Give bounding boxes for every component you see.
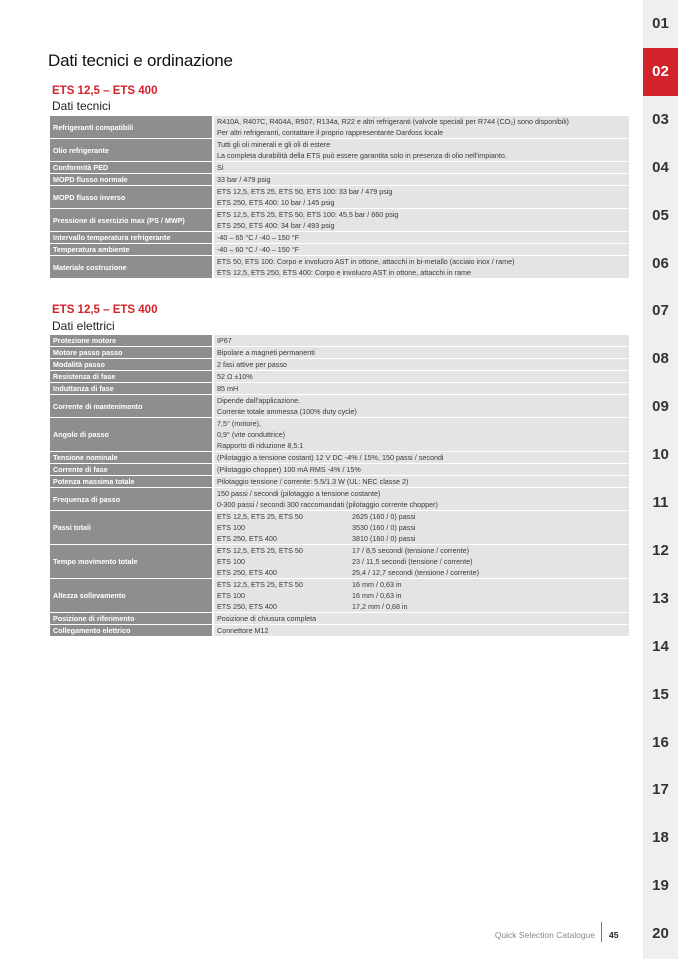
model-value: 16 mm / 0,63 in — [352, 591, 402, 600]
model-value: 17,2 mm / 0,68 in — [352, 602, 408, 611]
model-name: ETS 100 — [217, 591, 245, 600]
chapter-tab-04[interactable]: 04 — [652, 158, 669, 176]
chapter-tab-18[interactable]: 18 — [652, 829, 669, 847]
row-value — [214, 116, 629, 138]
chapter-tab-06[interactable]: 06 — [652, 254, 669, 272]
value-pair — [217, 590, 626, 601]
value-pair — [217, 601, 626, 612]
row-label: Corrente di fase — [50, 464, 214, 475]
row-label: Motore passo passo — [50, 347, 214, 358]
value-line: Posizione di chiusura completa — [217, 614, 317, 623]
section1-subtitle: Dati tecnici — [52, 99, 111, 113]
row-label: Intervallo temperatura refrigerante — [50, 232, 214, 243]
table-row — [50, 579, 629, 612]
row-value — [214, 209, 629, 231]
value-line: -40 – 65 °C / -40 – 150 °F — [217, 233, 300, 242]
row-value — [214, 476, 629, 487]
table-row — [50, 545, 629, 578]
table-row — [50, 116, 629, 138]
chapter-tab-10[interactable]: 10 — [652, 446, 669, 464]
row-value — [214, 395, 629, 417]
table-row — [50, 418, 629, 451]
value-line: Rapporto di riduzione 8,5:1 — [217, 441, 304, 450]
row-value — [214, 625, 629, 636]
value-pair — [217, 545, 626, 556]
footer-label: Quick Selection Catalogue — [494, 930, 595, 940]
value-line: Pilotaggio tensione / corrente: 5.5/1.3 W (UL: NEC classe 2) — [217, 477, 409, 486]
chapter-tab-13[interactable]: 13 — [652, 589, 669, 607]
row-label: Materiale costruzione — [50, 256, 214, 278]
section2-model: ETS 12,5 – ETS 400 — [52, 304, 158, 316]
table-row — [50, 335, 629, 346]
table-row — [50, 232, 629, 243]
model-name: ETS 100 — [217, 557, 245, 566]
row-value — [214, 488, 629, 510]
electrical-data-table — [50, 334, 629, 637]
chapter-tab-19[interactable]: 19 — [652, 877, 669, 895]
table-row — [50, 371, 629, 382]
row-value — [214, 511, 629, 544]
row-value — [214, 579, 629, 612]
row-label: Tensione nominale — [50, 452, 214, 463]
row-value — [214, 383, 629, 394]
row-label: Angolo di passo — [50, 418, 214, 451]
chapter-tab-01[interactable]: 01 — [652, 15, 669, 32]
value-pair — [217, 556, 626, 567]
value-line: ETS 12,5, ETS 25, ETS 50, ETS 100: 45,5 bar / 660 psig — [217, 210, 399, 219]
value-line: ETS 250, ETS 400: 34 bar / 493 psig — [217, 221, 335, 230]
value-line: Per altri refrigeranti, contattare il proprio rappresentante Danfoss locale — [217, 128, 444, 137]
value-line: Sì — [217, 163, 224, 172]
chapter-tab-20[interactable]: 20 — [652, 925, 669, 943]
table-row — [50, 613, 629, 624]
row-label: Collegamento elettrico — [50, 625, 214, 636]
row-label: Induttanza di fase — [50, 383, 214, 394]
value-line: 85 mH — [217, 384, 239, 393]
table-row — [50, 359, 629, 370]
row-label: Frequenza di passo — [50, 488, 214, 510]
row-value — [214, 347, 629, 358]
chapter-tab-16[interactable]: 16 — [652, 733, 669, 751]
model-value: 25,4 / 12,7 secondi (tensione / corrente) — [352, 568, 480, 577]
row-label: Altezza sollevamento — [50, 579, 214, 612]
model-value: 23 / 11,5 secondi (tensione / corrente) — [352, 557, 473, 566]
value-line: 33 bar / 479 psig — [217, 175, 271, 184]
value-line: (Pilotaggio chopper) 100 mA RMS -4% / 15% — [217, 465, 361, 474]
page-title: Dati tecnici e ordinazione — [48, 51, 233, 70]
row-label: Passi totali — [50, 511, 214, 544]
row-value — [214, 545, 629, 578]
table-row — [50, 452, 629, 463]
row-label: Conformità PED — [50, 162, 214, 173]
page-number: 45 — [609, 930, 619, 940]
value-line: Bipolare a magneti permanenti — [217, 348, 315, 357]
value-pair — [217, 567, 626, 578]
row-value — [214, 162, 629, 173]
technical-data-table — [50, 115, 629, 279]
chapter-tab-12[interactable]: 12 — [652, 541, 669, 559]
row-value — [214, 359, 629, 370]
value-pair — [217, 533, 626, 544]
table-row — [50, 395, 629, 417]
value-line: ETS 12,5, ETS 25, ETS 50, ETS 100: 33 bar / 479 psig — [217, 187, 393, 196]
value-line: ETS 12,5, ETS 250, ETS 400: Corpo e involucro AST in ottone, attacchi in rame — [217, 268, 471, 277]
value-line: IP67 — [217, 336, 232, 345]
value-line: ETS 50, ETS 100: Corpo e involucro AST in ottone, attacchi in bi-metallo (acciaio inox / rame) — [217, 257, 515, 266]
row-value — [214, 256, 629, 278]
row-label: Posizione di riferimento — [50, 613, 214, 624]
table-row — [50, 186, 629, 208]
model-value: 16 mm / 0,63 in — [352, 580, 402, 589]
row-value — [214, 335, 629, 346]
table-row — [50, 347, 629, 358]
model-name: ETS 12,5, ETS 25, ETS 50 — [217, 546, 303, 555]
chapter-tab-03[interactable]: 03 — [652, 110, 669, 128]
value-pair — [217, 522, 626, 533]
chapter-tab-09[interactable]: 09 — [652, 398, 669, 416]
row-label: Resistenza di fase — [50, 371, 214, 382]
model-value: 17 / 8,5 secondi (tensione / corrente) — [352, 546, 470, 555]
chapter-sidebar — [643, 0, 678, 959]
value-line: Tutti gli oli minerali e gli oli di estere — [217, 140, 331, 149]
row-value — [214, 613, 629, 624]
model-name: ETS 12,5, ETS 25, ETS 50 — [217, 580, 303, 589]
row-value — [214, 139, 629, 161]
value-line: 52 Ω ±10% — [217, 372, 253, 381]
chapter-tab-17[interactable]: 17 — [652, 781, 669, 799]
table-row — [50, 209, 629, 231]
row-value — [214, 232, 629, 243]
row-label: Potenza massima totale — [50, 476, 214, 487]
value-line: ETS 250, ETS 400: 10 bar / 145 psig — [217, 198, 335, 207]
table-row — [50, 244, 629, 255]
row-value — [214, 371, 629, 382]
row-value — [214, 186, 629, 208]
table-row — [50, 162, 629, 173]
row-label: Tempo movimento totale — [50, 545, 214, 578]
model-name: ETS 250, ETS 400 — [217, 568, 277, 577]
model-value: 3530 (160 / 0) passi — [352, 523, 416, 532]
chapter-tab-15[interactable]: 15 — [652, 685, 669, 703]
row-label: MOPD flusso normale — [50, 174, 214, 185]
value-line: 2 fasi attive per passo — [217, 360, 287, 369]
value-line: 150 passi / secondi (pilotaggio a tensione costante) — [217, 489, 381, 498]
model-name: ETS 250, ETS 400 — [217, 534, 277, 543]
row-label: Olio refrigerante — [50, 139, 214, 161]
chapter-tab-07[interactable]: 07 — [652, 302, 669, 320]
row-value — [214, 464, 629, 475]
value-line: Dipende dall'applicazione. — [217, 396, 301, 405]
model-name: ETS 250, ETS 400 — [217, 602, 277, 611]
row-label: Protezione motore — [50, 335, 214, 346]
row-label: Modalità passo — [50, 359, 214, 370]
table-row — [50, 464, 629, 475]
chapter-tab-02[interactable]: 02 — [643, 48, 678, 96]
value-line: -40 – 60 °C / -40 – 150 °F — [217, 245, 300, 254]
row-label: Temperatura ambiente — [50, 244, 214, 255]
chapter-tab-05[interactable]: 05 — [652, 206, 669, 224]
section1-model: ETS 12,5 – ETS 400 — [52, 85, 158, 97]
value-line: 0,9° (vite conduttrice) — [217, 430, 285, 439]
model-value: 2625 (160 / 0) passi — [352, 512, 416, 521]
row-label: Pressione di esercizio max (PS / MWP) — [50, 209, 214, 231]
value-line: La completa durabilità della ETS può essere garantita solo in presenza di olio nell'impianto. — [217, 151, 507, 160]
chapter-tab-11[interactable]: 11 — [652, 494, 669, 511]
chapter-tab-08[interactable]: 08 — [652, 350, 669, 368]
row-value — [214, 174, 629, 185]
table-row — [50, 139, 629, 161]
table-row — [50, 511, 629, 544]
table-row — [50, 476, 629, 487]
value-pair — [217, 579, 626, 590]
row-value — [214, 452, 629, 463]
section2-subtitle: Dati elettrici — [52, 319, 115, 333]
value-pair — [217, 511, 626, 522]
table-row — [50, 625, 629, 636]
row-label: Corrente di mantenimento — [50, 395, 214, 417]
model-name: ETS 100 — [217, 523, 245, 532]
table-row — [50, 488, 629, 510]
row-label: Refrigeranti compatibili — [50, 116, 214, 138]
value-line: (Pilotaggio a tensione costant) 12 V DC -4% / 15%, 150 passi / secondi — [217, 453, 444, 462]
value-line: Connettore M12 — [217, 626, 269, 635]
row-value — [214, 418, 629, 451]
row-value — [214, 244, 629, 255]
value-line: Corrente totale ammessa (100% duty cycle) — [217, 407, 357, 416]
table-row — [50, 174, 629, 185]
footer-separator — [601, 922, 602, 942]
model-value: 3810 (160 / 0) passi — [352, 534, 416, 543]
value-line: 0-300 passi / secondi 300 raccomandati (pilotaggio corrente chopper) — [217, 500, 438, 509]
value-line: R410A, R407C, R404A, R507, R134a, R22 e altri refrigeranti (valvole speciali per R744 (CO₂) sono disponibili) — [217, 117, 569, 126]
table-row — [50, 383, 629, 394]
chapter-tab-14[interactable]: 14 — [652, 637, 669, 655]
value-line: 7,5° (motore), — [217, 419, 262, 428]
row-label: MOPD flusso inverso — [50, 186, 214, 208]
model-name: ETS 12,5, ETS 25, ETS 50 — [217, 512, 303, 521]
table-row — [50, 256, 629, 278]
